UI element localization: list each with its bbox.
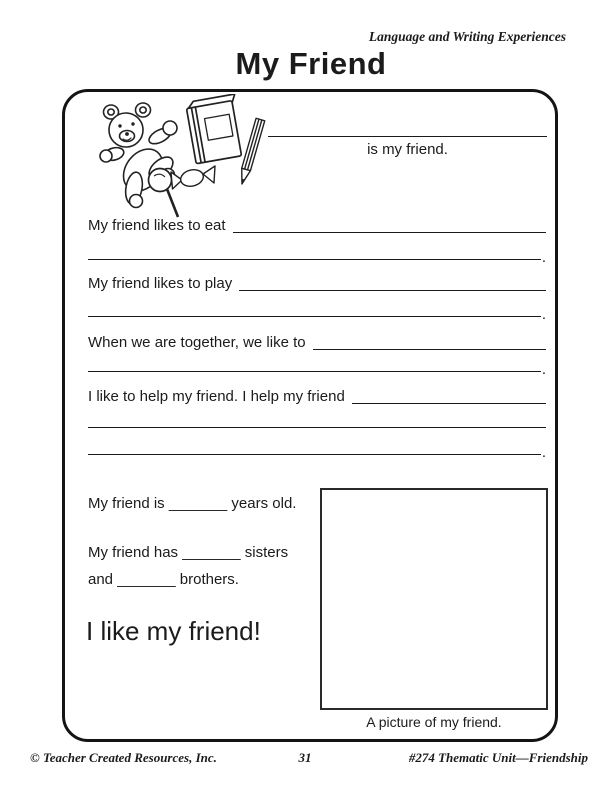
prompt-label: When we are together, we like to bbox=[88, 334, 306, 351]
exclamation-text: I like my friend! bbox=[86, 616, 261, 646]
blank-rule bbox=[88, 245, 541, 260]
prompt-label: I like to help my friend. I help my friend bbox=[88, 388, 345, 405]
footer-copyright: © Teacher Created Resources, Inc. bbox=[30, 750, 217, 765]
name-blank-line bbox=[268, 121, 547, 137]
continuation-line bbox=[88, 302, 546, 323]
prompt-label: My friend likes to eat bbox=[88, 217, 226, 234]
prompt-blank-line bbox=[233, 217, 546, 233]
fact-brothers: and _______ brothers. bbox=[88, 571, 239, 588]
continuation-line bbox=[88, 440, 546, 461]
name-blank-caption: is my friend. bbox=[367, 141, 448, 158]
prompt-row-together bbox=[88, 334, 546, 350]
footer-page-number: 31 bbox=[298, 750, 312, 765]
fact-age: My friend is _______ years old. bbox=[88, 495, 297, 512]
book-icon bbox=[185, 94, 245, 164]
candy-icon bbox=[171, 166, 215, 189]
footer-book-reference: #274 Thematic Unit—Friendship bbox=[408, 750, 588, 765]
clipart-group bbox=[78, 94, 268, 219]
blank-rule bbox=[88, 302, 541, 317]
prompt-row-eat bbox=[88, 217, 546, 233]
series-label: Language and Writing Experiences bbox=[368, 29, 566, 44]
friend-picture-box bbox=[320, 488, 548, 710]
picture-caption: A picture of my friend. bbox=[366, 714, 502, 730]
continuation-line bbox=[88, 357, 546, 378]
prompt-row-help bbox=[88, 388, 546, 404]
continuation-line bbox=[88, 413, 546, 428]
blank-rule bbox=[88, 357, 541, 372]
fact-sisters: My friend has _______ sisters bbox=[88, 544, 289, 561]
prompt-blank-line bbox=[239, 275, 546, 291]
continuation-line bbox=[88, 245, 546, 266]
line-end-period: . bbox=[541, 306, 546, 323]
line-end-period: . bbox=[541, 444, 546, 461]
page-title: My Friend bbox=[235, 46, 387, 81]
page-footer bbox=[0, 750, 610, 766]
line-end-period: . bbox=[541, 361, 546, 378]
line-end-period: . bbox=[541, 249, 546, 266]
prompt-blank-line bbox=[352, 388, 546, 404]
blank-rule bbox=[88, 440, 541, 455]
prompt-row-play bbox=[88, 275, 546, 291]
teddy-bear-icon bbox=[100, 103, 177, 208]
name-blank-group bbox=[268, 121, 547, 158]
prompt-label: My friend likes to play bbox=[88, 275, 233, 292]
prompt-blank-line bbox=[313, 334, 546, 350]
blank-rule bbox=[88, 413, 546, 428]
